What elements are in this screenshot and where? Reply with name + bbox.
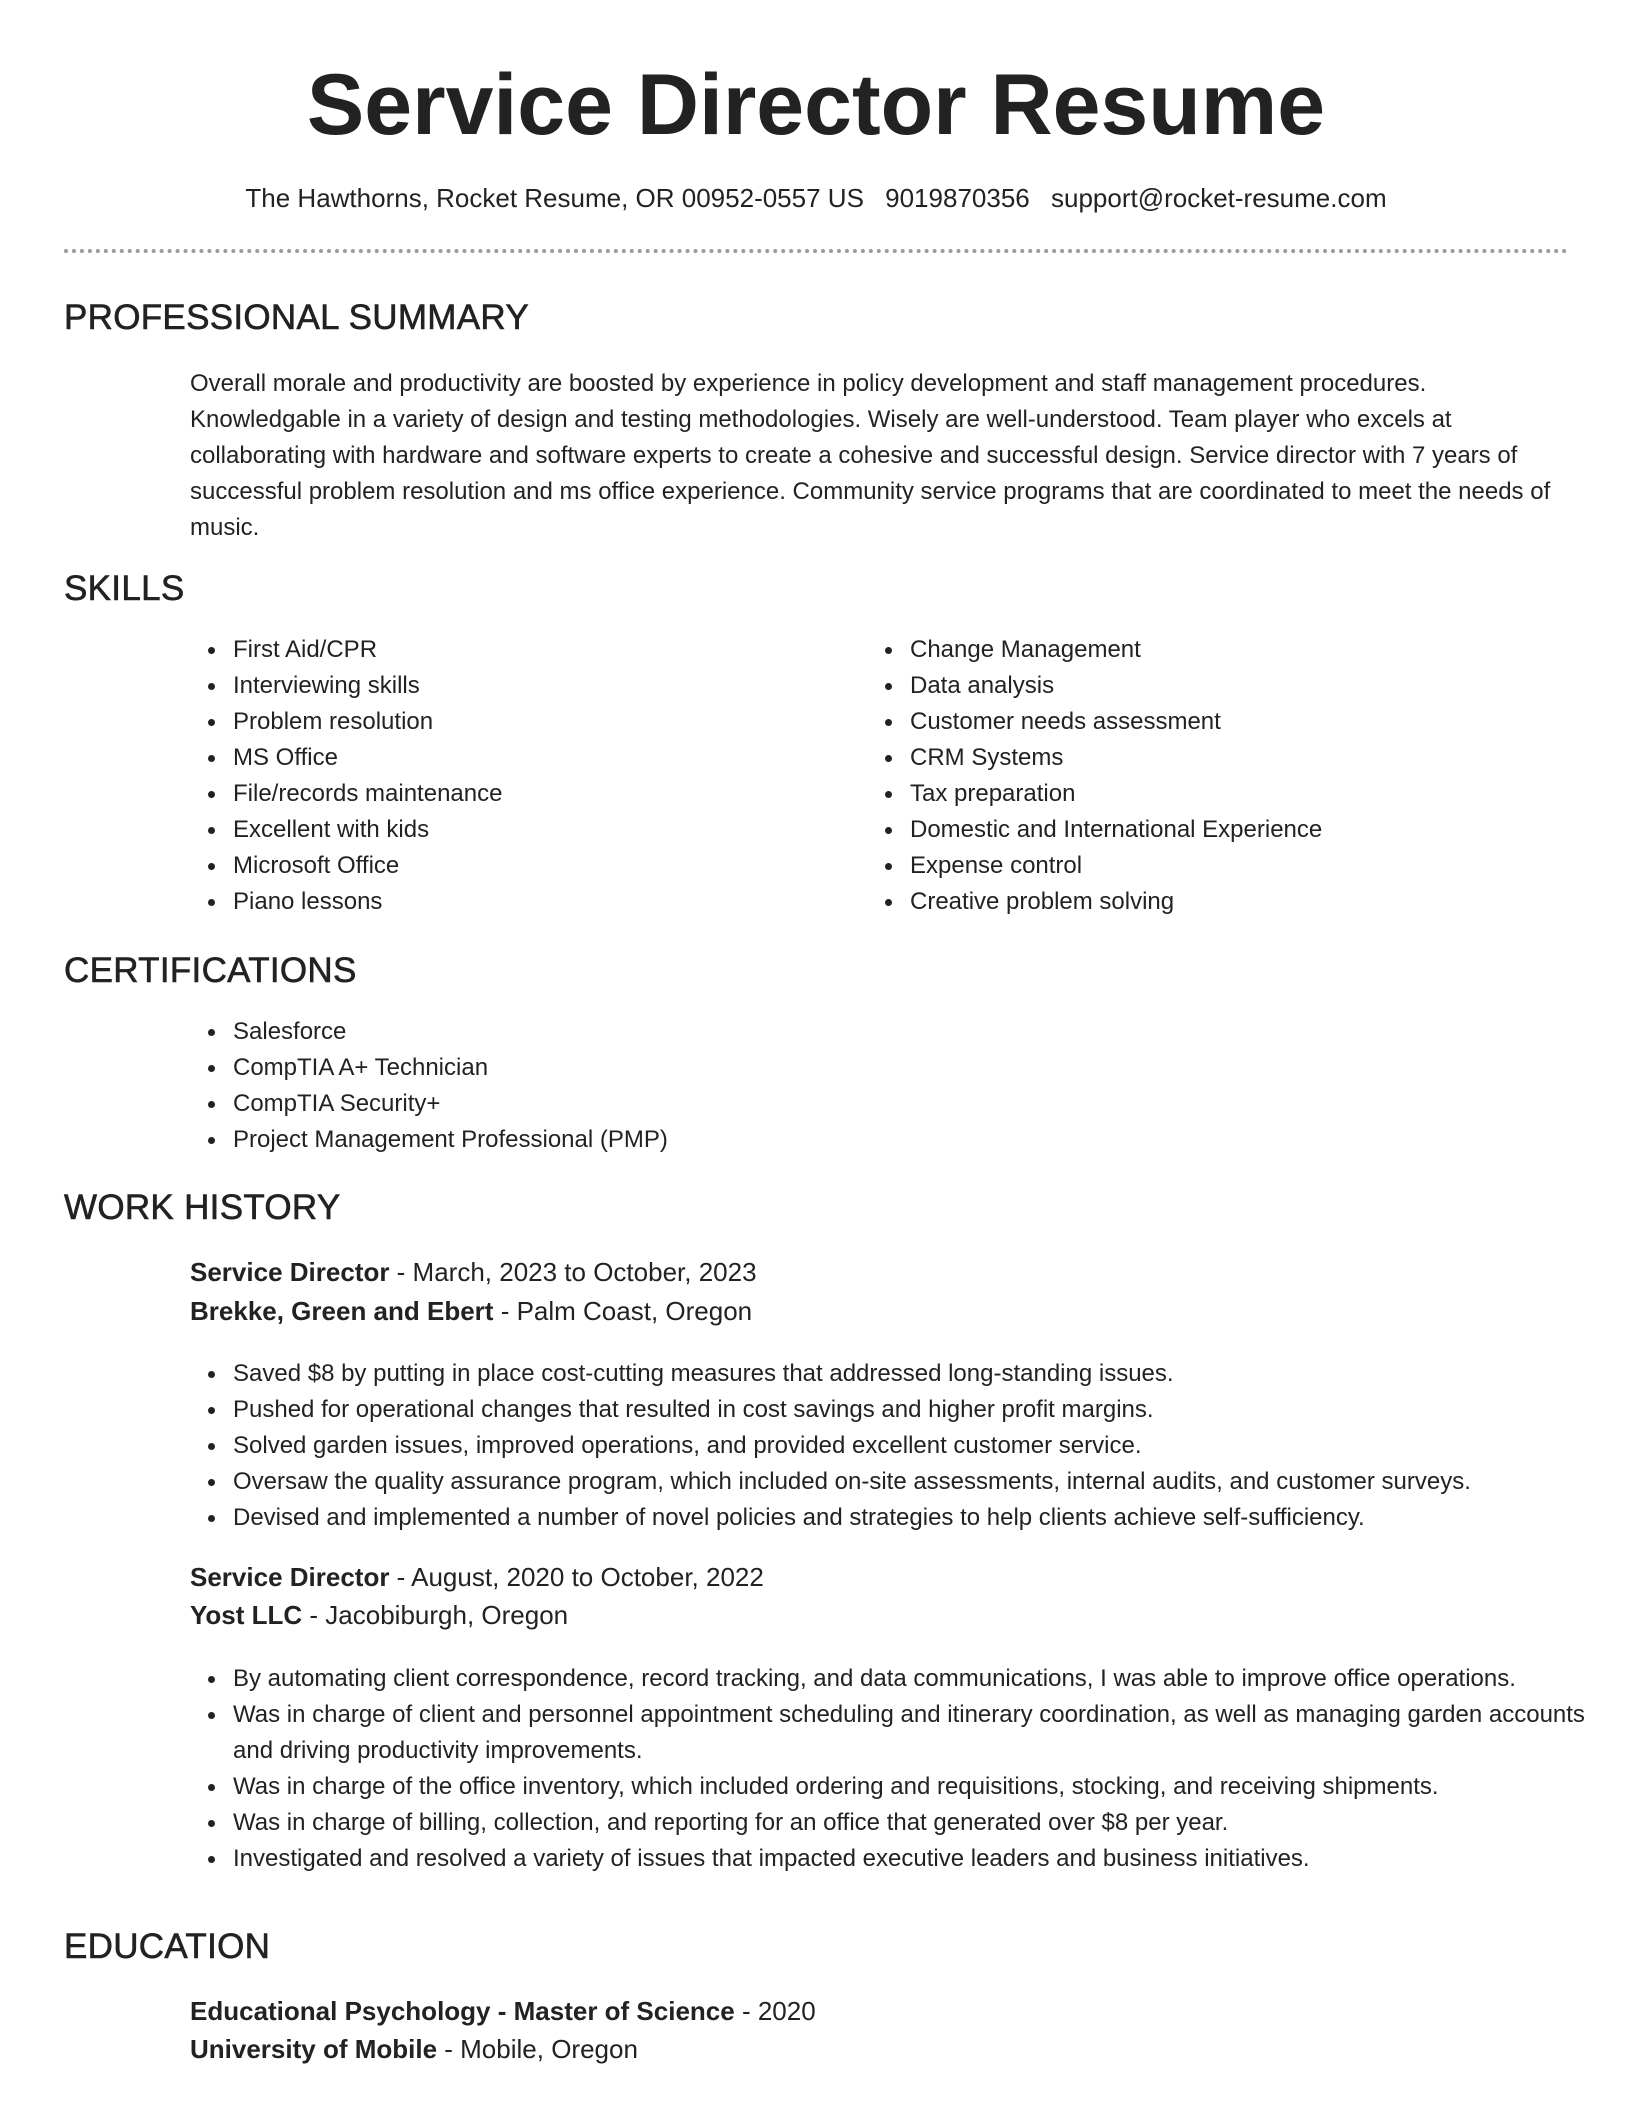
list-item: Data analysis xyxy=(910,668,1590,704)
contact-phone: 9019870356 xyxy=(885,183,1030,213)
list-item: Was in charge of client and personnel appointment scheduling and itinerary coordination, as well as managing garden accounts and driving productivity improvements. xyxy=(233,1697,1613,1769)
list-item: Excellent with kids xyxy=(233,812,833,848)
education-heading: EDUCATION xyxy=(64,1927,271,1966)
job-company: Brekke, Green and Ebert xyxy=(190,1296,494,1326)
education-school: University of Mobile xyxy=(190,2034,438,2064)
job-title: Service Director xyxy=(190,1562,390,1592)
job-company-line xyxy=(190,1596,568,1634)
list-item: MS Office xyxy=(233,740,833,776)
list-item: Microsoft Office xyxy=(233,848,833,884)
list-item: Project Management Professional (PMP) xyxy=(233,1122,1533,1158)
list-item: Tax preparation xyxy=(910,776,1590,812)
job-title-line xyxy=(190,1558,764,1596)
list-item: Was in charge of the office inventory, which included ordering and requisitions, stocking, and receiving shipments. xyxy=(233,1769,1613,1805)
list-item: Expense control xyxy=(910,848,1590,884)
list-item: Creative problem solving xyxy=(910,884,1590,920)
job-location: - Palm Coast, Oregon xyxy=(493,1296,753,1326)
list-item: Salesforce xyxy=(233,1014,1533,1050)
education-degree: Educational Psychology - Master of Science xyxy=(190,1996,735,2026)
list-item: Solved garden issues, improved operations, and provided excellent customer service. xyxy=(233,1428,1613,1464)
job-dates: - August, 2020 to October, 2022 xyxy=(389,1562,764,1592)
list-item: First Aid/CPR xyxy=(233,632,833,668)
skills-list-left xyxy=(190,632,833,920)
job-bullets xyxy=(190,1661,1613,1877)
skills-list-right xyxy=(867,632,1590,920)
list-item: Pushed for operational changes that resulted in cost savings and higher profit margins. xyxy=(233,1392,1613,1428)
work-history-heading: WORK HISTORY xyxy=(64,1188,341,1227)
certifications-heading: CERTIFICATIONS xyxy=(64,951,357,990)
list-item: By automating client correspondence, record tracking, and data communications, I was able to improve office operations. xyxy=(233,1661,1613,1697)
contact-line xyxy=(0,178,1632,218)
summary-text: Overall morale and productivity are boosted by experience in policy development and staff management procedures. Knowledgable in a variety of design and testing methodologies. Wisely are well-understood. Team player who excels at collaborating with hardware and software experts to create a cohesive and successful design. Service director with 7 years of successful problem resolution and ms office experience. Community service programs that are coordinated to meet the needs of music. xyxy=(190,370,1551,541)
list-item: Was in charge of billing, collection, and reporting for an office that generated over $8 per year. xyxy=(233,1805,1613,1841)
header-divider xyxy=(64,249,1568,253)
contact-email: support@rocket-resume.com xyxy=(1050,183,1387,213)
list-item: Devised and implemented a number of novel policies and strategies to help clients achieve self-sufficiency. xyxy=(233,1500,1613,1536)
job-bullets xyxy=(190,1356,1613,1536)
resume-title: Service Director Resume xyxy=(306,57,1326,153)
skills-heading: SKILLS xyxy=(64,569,185,608)
education-location: - Mobile, Oregon xyxy=(437,2034,638,2064)
summary-heading: PROFESSIONAL SUMMARY xyxy=(64,298,529,337)
list-item: CompTIA Security+ xyxy=(233,1086,1533,1122)
list-item: Domestic and International Experience xyxy=(910,812,1590,848)
list-item: Customer needs assessment xyxy=(910,704,1590,740)
job-title: Service Director xyxy=(190,1257,390,1287)
education-year: - 2020 xyxy=(734,1996,816,2026)
list-item: Change Management xyxy=(910,632,1590,668)
job-company-line xyxy=(190,1292,752,1330)
list-item: Interviewing skills xyxy=(233,668,833,704)
job-company: Yost LLC xyxy=(190,1600,303,1630)
education-degree-line xyxy=(190,1992,816,2030)
list-item: Saved $8 by putting in place cost-cutting measures that addressed long-standing issues. xyxy=(233,1356,1613,1392)
certifications-list xyxy=(190,1014,1533,1158)
job-dates: - March, 2023 to October, 2023 xyxy=(389,1257,757,1287)
contact-address: The Hawthorns, Rocket Resume, OR 00952-0557 US xyxy=(245,183,864,213)
education-school-line xyxy=(190,2030,638,2068)
list-item: Oversaw the quality assurance program, which included on-site assessments, internal audits, and customer surveys. xyxy=(233,1464,1613,1500)
list-item: CompTIA A+ Technician xyxy=(233,1050,1533,1086)
list-item: Investigated and resolved a variety of issues that impacted executive leaders and business initiatives. xyxy=(233,1841,1613,1877)
job-title-line xyxy=(190,1253,757,1291)
list-item: Problem resolution xyxy=(233,704,833,740)
job-location: - Jacobiburgh, Oregon xyxy=(302,1600,569,1630)
list-item: File/records maintenance xyxy=(233,776,833,812)
list-item: Piano lessons xyxy=(233,884,833,920)
list-item: CRM Systems xyxy=(910,740,1590,776)
